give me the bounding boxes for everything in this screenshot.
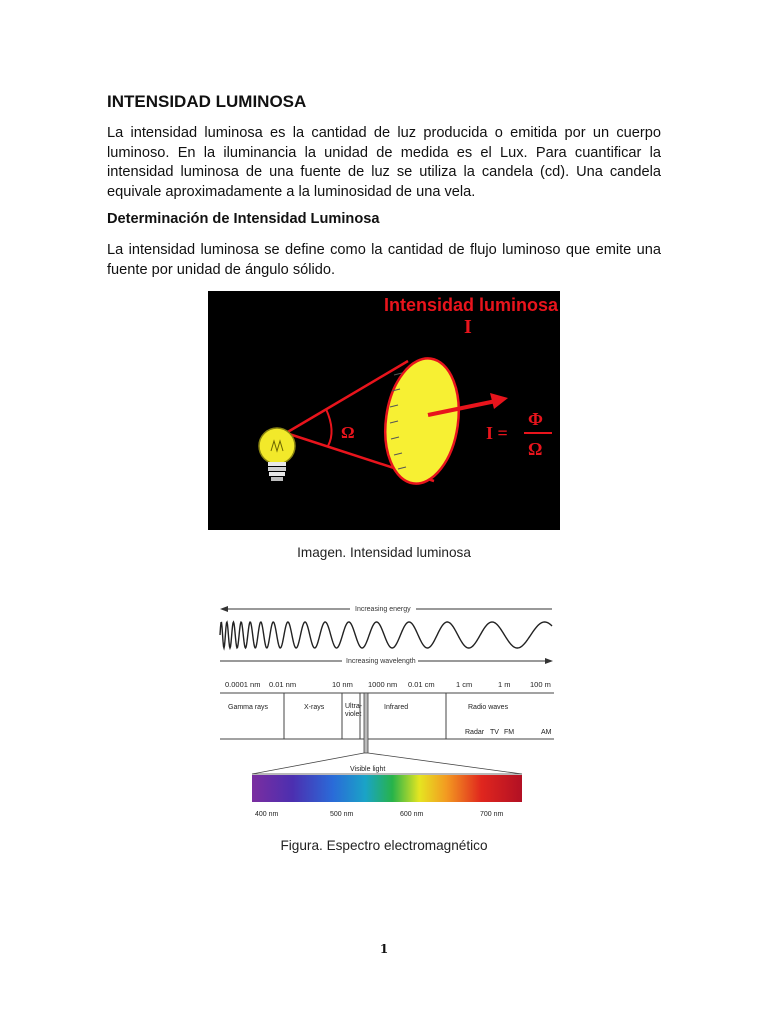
band-infrared: Infrared: [384, 704, 409, 711]
scale-tick: 1000 nm: [368, 680, 398, 689]
radio-sub-fm: FM: [504, 729, 515, 736]
page-number: 1: [379, 942, 389, 956]
solid-angle-symbol: Ω: [341, 423, 355, 442]
intensity-symbol: I: [464, 316, 472, 338]
energy-label: Increasing energy: [355, 606, 411, 613]
figure-background: [208, 291, 560, 530]
radio-sub-tv: TV: [490, 729, 499, 736]
band-ultraviolet-2: violet: [345, 711, 362, 718]
visible-light-label: Visible light: [350, 766, 386, 773]
intro-paragraph: La intensidad luminosa es la cantidad de luz producida o emitida por un cuerpo luminoso. En la iluminancia la unidad de medida es el Lux. Para cuantificar la intensidad luminosa de una fuente de luz se utiliza la candela (cd). Una candela equivale aproximadamente a la luminosidad de una vela.: [107, 125, 661, 200]
scale-tick: 0.0001 nm: [225, 680, 261, 689]
formula-lhs: I =: [486, 423, 508, 443]
band-ultraviolet: Ultra-: [345, 703, 363, 710]
visible-tick: 600 nm: [400, 811, 424, 818]
figure-title: Intensidad luminosa: [384, 295, 559, 315]
section-heading: Determinación de Intensidad Luminosa: [107, 211, 380, 227]
band-gamma: Gamma rays: [228, 704, 269, 711]
em-spectrum-figure: [212, 597, 562, 825]
definition-paragraph: La intensidad luminosa se define como la cantidad de flujo luminoso que emite una fuente por unidad de ángulo sólido.: [107, 242, 661, 278]
scale-tick: 0.01 cm: [408, 680, 435, 689]
scale-tick: 1 m: [498, 680, 511, 689]
radio-sub-radar: Radar: [465, 729, 485, 736]
visible-tick: 700 nm: [480, 811, 504, 818]
scale-tick: 100 m: [530, 680, 551, 689]
page-title: INTENSIDAD LUMINOSA: [107, 92, 307, 111]
visible-tick: 500 nm: [330, 811, 354, 818]
band-radio: Radio waves: [468, 704, 509, 711]
scale-tick: 0.01 nm: [269, 680, 297, 689]
radio-sub-am: AM: [541, 729, 552, 736]
figure1-caption: Imagen. Intensidad luminosa: [297, 545, 471, 560]
luminous-intensity-figure: [208, 291, 560, 530]
figure2-caption: Figura. Espectro electromagnético: [280, 838, 488, 853]
em-wave: [220, 622, 552, 648]
wavelength-label: Increasing wavelength: [346, 658, 416, 665]
scale-tick: 1 cm: [456, 680, 473, 689]
formula-denominator: Ω: [528, 439, 543, 459]
visible-band-marker: [364, 693, 368, 753]
scale-tick: 10 nm: [332, 680, 353, 689]
formula-numerator: Φ: [528, 409, 543, 429]
visible-tick: 400 nm: [255, 811, 279, 818]
band-xrays: X-rays: [304, 704, 325, 711]
visible-spectrum-bar: [252, 775, 522, 802]
